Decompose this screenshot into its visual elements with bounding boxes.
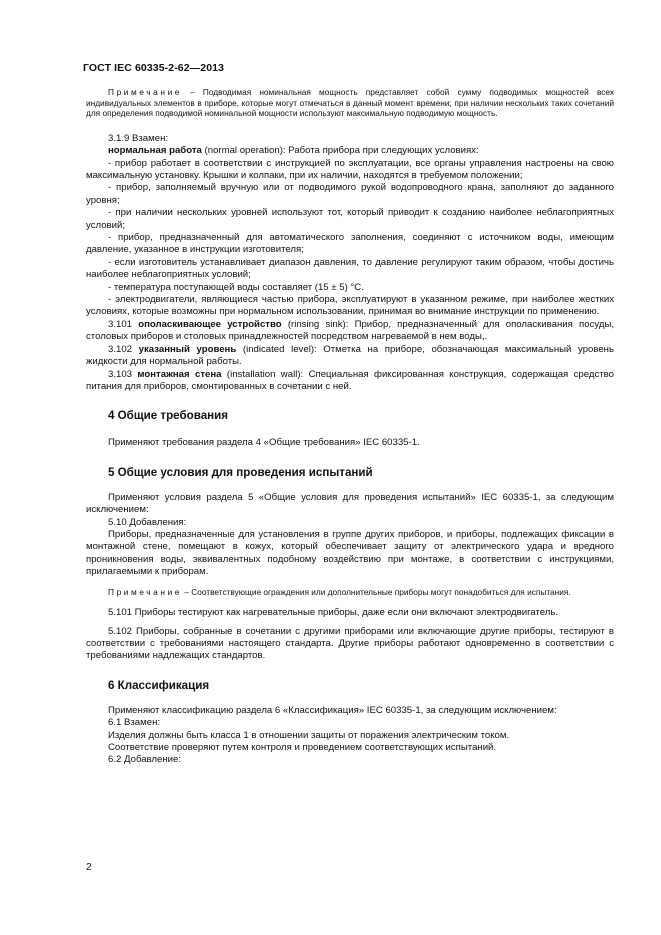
- condition-item: - при наличии нескольких уровней используют тот, который приводит к созданию наиболее неблагоприятных условий;: [86, 207, 614, 231]
- note-rated-power: [86, 87, 614, 119]
- definition-3-102: 3.102 указанный уровень (indicated level): Отметка на приборе, обозначающая максимальный уровень жидкости для нормальной работы.: [86, 343, 614, 368]
- section-6-heading: 6 Классификация: [108, 678, 210, 692]
- condition-item: - прибор, заполняемый вручную или от подводимого рукой водопроводного крана, заполняют до заданного уровня;: [86, 182, 614, 206]
- note-text: – Подводимая номинальная мощность представляет собой сумму подводимых мощностей всех индивидуальных элементов в приборе, которые могут отмечаться в данный момент времени; при наличии нескольких таких сочетаний для определения подводимой номинальной мощности используют максимальную подводимую мощность.: [86, 87, 614, 119]
- clause-6-1: 6.1 Взамен:: [108, 717, 161, 729]
- condition-item: - электродвигатели, являющиеся частью прибора, эксплуатируют в указанном режиме, при наиболее жестких условиях, которые возможны при нормальном использовании, принимая во внимание инструкции по применению.: [86, 294, 614, 318]
- clause-3-1-9-intro: 3.1.9 Взамен:: [108, 132, 169, 144]
- note-label: Примечание: [108, 87, 183, 97]
- term-normal-operation: нормальная работа: [108, 145, 202, 157]
- condition-item: - температура поступающей воды составляет (15 ± 5) °С.: [108, 281, 364, 293]
- section-4-text: Применяют требования раздела 4 «Общие требования» IEC 60335-1.: [108, 437, 420, 449]
- condition-item: - если изготовитель устанавливает диапазон давления, то давление регулируют таким образом, чтобы достичь наиболее неблагоприятных условий;: [86, 256, 614, 281]
- clause-3-1-9-definition: нормальная работа (normal operation): Работа прибора при следующих условиях:: [108, 145, 479, 157]
- condition-item: - прибор работает в соответствии с инструкцией по эксплуатации, все органы управления настроены на свою максимальную установку. Крышки и колпаки, при их наличии, находятся в требуемом положении;: [86, 157, 614, 181]
- clause-6-2: 6.2 Добавление:: [108, 754, 182, 766]
- condition-item: - прибор, предназначенный для автоматического заполнения, соединяют с источником воды, имеющим давление, указанное в инструкции изготовителя;: [86, 232, 614, 256]
- page-header: ГОСТ IEC 60335-2-62—2013: [83, 62, 225, 74]
- clause-5-101: 5.101 Приборы тестируют как нагревательные приборы, даже если они включают электродвигатель.: [108, 607, 559, 619]
- note-text: – Соответствующие ограждения или дополнительные приборы могут понадобиться для испытания.: [182, 586, 571, 597]
- section-6-intro: Применяют классификацию раздела 6 «Классификация» IEC 60335-1, за следующим исключением:: [108, 704, 557, 716]
- note-label: Примечание: [108, 586, 183, 597]
- definition-3-103: 3.103 монтажная стена (installation wall): Специальная фиксированная конструкция, содержащая средство питания для приборов, смонтированных в сочетании с ней.: [86, 368, 614, 392]
- section-5-heading: 5 Общие условия для проведения испытаний: [108, 465, 373, 479]
- clause-6-1-compliance: Соответствие проверяют путем контроля и проведением соответствующих испытаний.: [108, 742, 497, 753]
- clause-5-102: 5.102 Приборы, собранные в сочетании с другими приборами или включающие другие приборы, тестируют в соответствии с требованиями настоящего стандарта. Другие приборы работают одновременно в соответствии с требованиями надлежащих стандартов.: [86, 625, 614, 662]
- page-number: 2: [86, 862, 92, 873]
- definition-3-101: 3.101 ополаскивающее устройство (rinsing sink): Прибор, предназначенный для ополаскивания посуды, столовых приборов и столовых принадлежностей посредством нагреваемой в нем воды,.: [86, 318, 614, 343]
- clause-6-1-text: Изделия должны быть класса 1 в отношении защиты от поражения электрическим током.: [108, 729, 510, 741]
- section-5-intro: Применяют условия раздела 5 «Общие условия для проведения испытаний» IEC 60335-1, за следующим исключением:: [86, 491, 614, 516]
- clause-5-10-text: Приборы, предназначенные для установления в группе других приборов, и приборы, подлежащих фиксации в монтажной стене, помещают в кожух, который обеспечивает защиту от электрического удара и вредного проникновения воды, эквивалентных подобному воздействию при монтаже, в соответствии с инструкциями, прилагаемыми к приборам.: [86, 528, 614, 578]
- clause-5-10: 5.10 Добавления:: [108, 516, 187, 528]
- page-body: [86, 87, 614, 767]
- note-enclosures: [86, 587, 614, 598]
- section-4-heading: 4 Общие требования: [108, 409, 229, 423]
